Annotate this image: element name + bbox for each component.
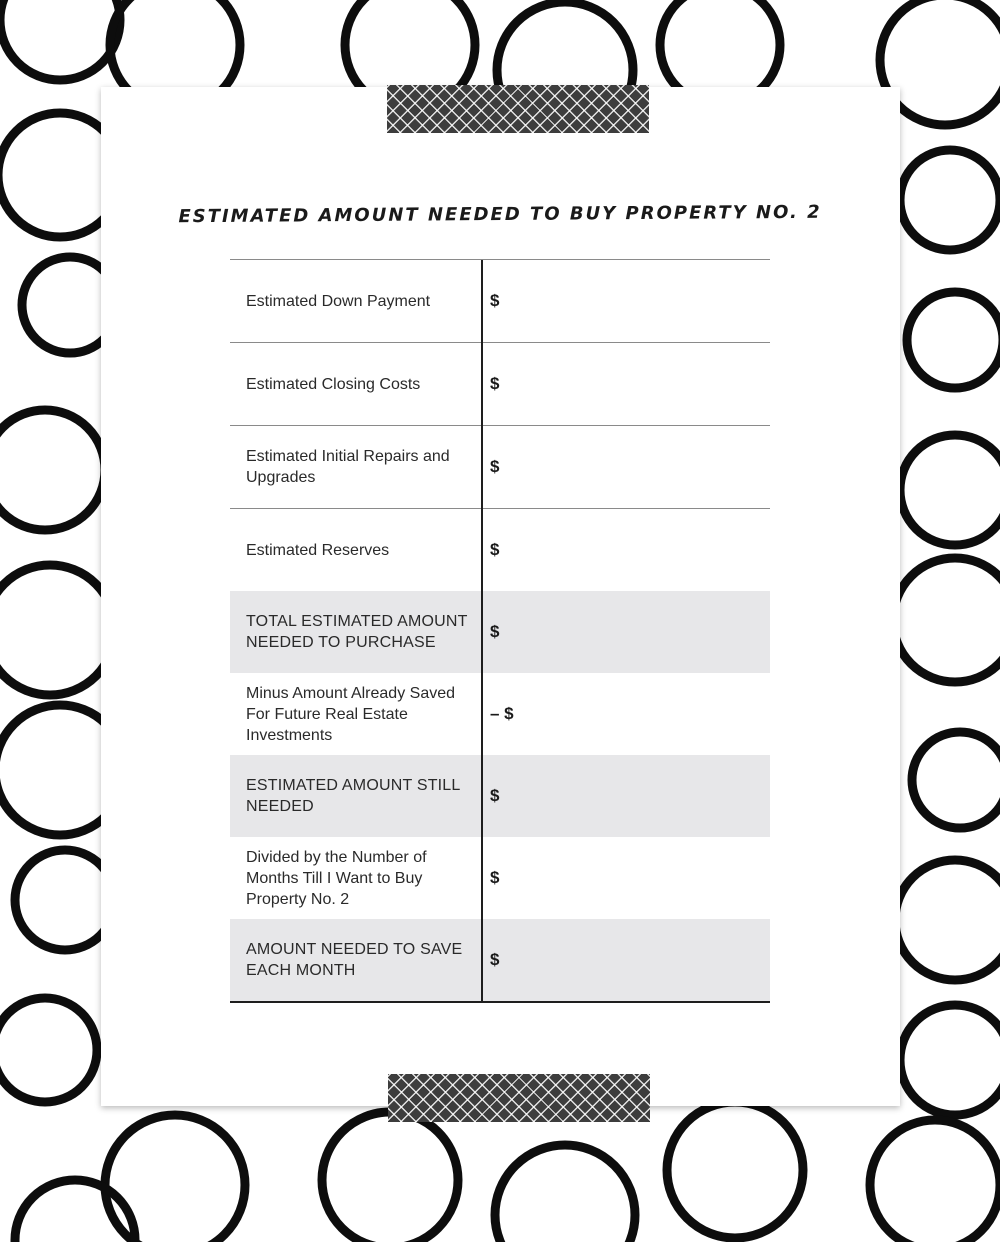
estimate-table	[230, 259, 770, 1003]
tape-strip-bottom	[388, 1074, 650, 1122]
table-row-monthly-savings	[230, 919, 770, 1001]
row-label: Estimated Closing Costs	[246, 375, 421, 393]
amount-field[interactable]: $	[490, 868, 500, 887]
row-label: Estimated Reserves	[246, 541, 390, 559]
table-row-already-saved	[230, 673, 770, 755]
table-row-still-needed	[230, 755, 770, 837]
row-label: AMOUNT NEEDED TO SAVE EACH MONTH	[246, 941, 463, 979]
amount-field[interactable]: $	[490, 457, 500, 476]
amount-field[interactable]: $	[490, 291, 500, 310]
table-row-total	[230, 591, 770, 673]
row-label: ESTIMATED AMOUNT STILL NEEDED	[246, 777, 460, 815]
amount-field[interactable]: – $	[490, 704, 514, 723]
table-row-down-payment	[230, 260, 770, 342]
table-row-closing-costs	[230, 342, 770, 425]
row-label: TOTAL ESTIMATED AMOUNT NEEDED TO PURCHASE	[246, 613, 468, 651]
row-label: Divided by the Number of Months Till I Want to Buy Property No. 2	[246, 848, 427, 908]
table-row-months	[230, 837, 770, 919]
table-row-reserves	[230, 508, 770, 591]
amount-field[interactable]: $	[490, 374, 500, 393]
row-label: Estimated Down Payment	[246, 292, 431, 310]
worksheet-title: ESTIMATED AMOUNT NEEDED TO BUY PROPERTY NO. 2	[178, 201, 822, 228]
amount-field[interactable]: $	[490, 950, 500, 969]
amount-field[interactable]: $	[490, 786, 500, 805]
table-row-repairs	[230, 425, 770, 508]
tape-strip-top	[387, 85, 649, 133]
row-label: Estimated Initial Repairs and Upgrades	[246, 448, 450, 486]
amount-field[interactable]: $	[490, 540, 500, 559]
row-label: Minus Amount Already Saved For Future Real Estate Investments	[246, 684, 456, 744]
amount-field[interactable]: $	[490, 622, 500, 641]
